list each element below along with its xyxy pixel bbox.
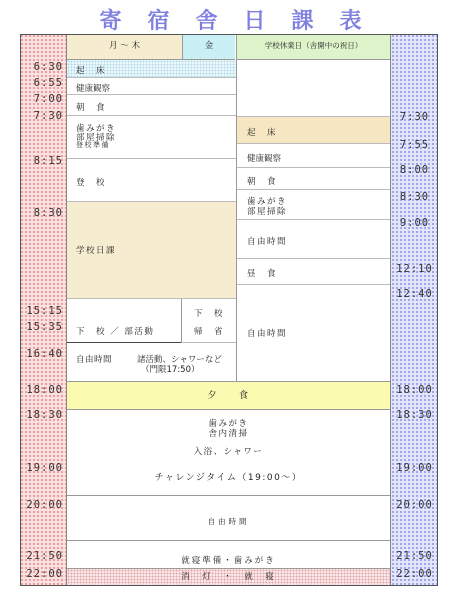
left-time-label: 19:00: [26, 462, 63, 474]
left-time-label: 15:35: [26, 321, 63, 333]
right-time-label: 7:55: [399, 139, 430, 151]
left-time-label: 18:30: [26, 409, 63, 421]
evening-clean-text: 舎内清掃: [208, 429, 249, 439]
header-holiday: 学校休業日（舎開中の祝日）: [236, 35, 390, 60]
left-time-label: 18:00: [26, 384, 63, 396]
right-time-label: 18:30: [396, 409, 433, 421]
holiday-free-time-1-cell: 自由時間: [237, 220, 390, 259]
left-time-label: 6:55: [33, 77, 63, 89]
return-club-cell: 下 校 ／ 部活動: [67, 299, 181, 343]
dinner-row: 夕 食: [67, 381, 390, 410]
holiday-wake-cell: 起 床: [237, 117, 390, 144]
right-time-label: 22:00: [396, 568, 433, 580]
evening-brush-text: 歯みがき: [208, 419, 249, 429]
header-fri: 金: [182, 35, 235, 60]
left-time-label: 7:30: [33, 110, 63, 122]
health-check-cell: 健康観察: [67, 78, 236, 95]
right-time-label: 7:30: [399, 111, 430, 123]
lights-out-row: 消 灯 ・ 就 寝: [67, 568, 390, 586]
left-time-label: 22:00: [26, 568, 63, 580]
friday-return-cell: 下 校 帰 省: [181, 299, 236, 343]
holiday-prep-cell: 歯みがき 部屋掃除: [237, 190, 390, 220]
prep-cell: 歯みがき 部屋掃除 登校準備: [67, 116, 236, 159]
right-time-label: 9:00: [399, 217, 430, 229]
left-time-label: 16:40: [26, 348, 63, 360]
left-time-label: 21:50: [26, 550, 63, 562]
right-time-label: 20:00: [396, 499, 433, 511]
header-mon-thu: 月 ～ 木: [67, 35, 182, 60]
school-day-cell: 学校日課: [67, 202, 236, 299]
page-title: 寄宿舎日課表: [99, 9, 388, 34]
left-time-label: 8:30: [33, 207, 63, 219]
left-time-label: 7:00: [33, 93, 63, 105]
right-time-label: 8:00: [399, 164, 430, 176]
breakfast-cell: 朝 食: [67, 95, 236, 116]
school-go-cell: 登 校: [67, 159, 236, 202]
left-time-label: 15:15: [26, 305, 63, 317]
right-time-label: 12:10: [396, 263, 433, 275]
evening-free-time-text: 自由時間: [207, 517, 250, 526]
left-time-label: 6:30: [33, 61, 63, 73]
right-time-label: 8:30: [399, 191, 430, 203]
holiday-lunch-cell: 昼 食: [237, 259, 390, 285]
left-time-label: 20:00: [26, 499, 63, 511]
weekday-free-time-cell: 自由時間 諸活動、シャワーなど （門限17:50）: [76, 355, 222, 375]
right-time-label: 12:40: [396, 288, 433, 300]
holiday-breakfast-cell: 朝 食: [237, 168, 390, 190]
right-time-label: 21:50: [396, 550, 433, 562]
holiday-free-time-2-cell: 自由時間: [247, 329, 288, 339]
evening-bath-text: 入浴、シャワー: [193, 447, 264, 457]
bed-prep-text: 就寝準備・歯みがき: [181, 556, 276, 566]
holiday-health-cell: 健康観察: [237, 144, 390, 168]
wake-cell: 起 床: [67, 60, 236, 78]
right-time-label: 18:00: [396, 384, 433, 396]
challenge-time-text: チャレンジタイム（19:00～）: [154, 473, 303, 483]
left-time-label: 8:15: [33, 155, 63, 167]
right-time-label: 19:00: [396, 462, 433, 474]
schedule-frame: [20, 34, 438, 586]
